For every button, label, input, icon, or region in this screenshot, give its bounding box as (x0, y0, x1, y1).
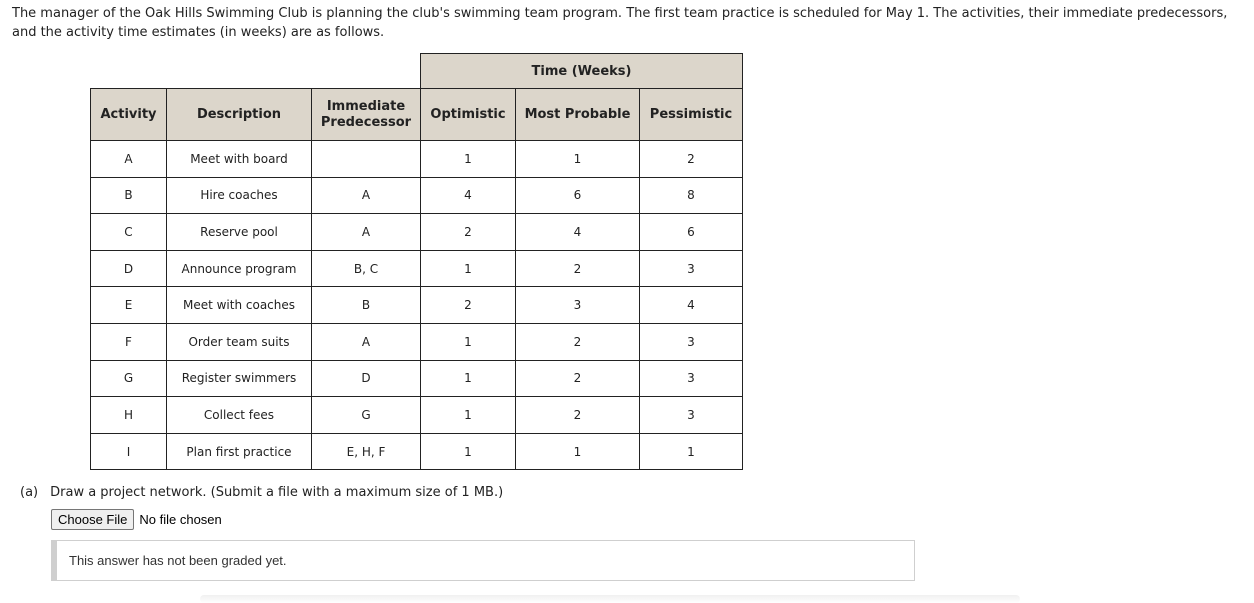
table-row (91, 250, 743, 287)
predecessor-cell: G (312, 397, 421, 434)
most-probable-cell: 2 (516, 397, 640, 434)
table-row (91, 214, 743, 251)
predecessor-cell: B, C (312, 250, 421, 287)
predecessor-cell: A (312, 177, 421, 214)
description-cell: Announce program (167, 250, 312, 287)
optimistic-cell: 1 (421, 323, 516, 360)
question-a (20, 485, 503, 500)
pessimistic-cell: 3 (640, 397, 743, 434)
most-probable-cell: 2 (516, 250, 640, 287)
description-header: Description (167, 89, 312, 141)
activity-cell: C (91, 214, 167, 251)
table-row (91, 323, 743, 360)
table-row (91, 177, 743, 214)
table-row (91, 433, 743, 470)
most-probable-cell: 1 (516, 141, 640, 178)
activity-cell: A (91, 141, 167, 178)
most-probable-cell: 1 (516, 433, 640, 470)
description-cell: Order team suits (167, 323, 312, 360)
optimistic-cell: 2 (421, 287, 516, 324)
pessimistic-cell: 3 (640, 360, 743, 397)
predecessor-cell (312, 141, 421, 178)
table-row (91, 397, 743, 434)
description-cell: Meet with board (167, 141, 312, 178)
file-upload (51, 509, 222, 530)
description-cell: Hire coaches (167, 177, 312, 214)
optimistic-header: Optimistic (421, 89, 516, 141)
bottom-panel-shadow (200, 595, 1020, 603)
activity-cell: H (91, 397, 167, 434)
choose-file-button[interactable]: Choose File (51, 509, 134, 530)
problem-statement: The manager of the Oak Hills Swimming Club is planning the club's swimming team program. The first team practice is scheduled for May 1. The activities, their immediate predecessors, and the activity time estimates (in weeks) are as follows. (12, 6, 1228, 40)
optimistic-cell: 1 (421, 433, 516, 470)
predecessor-cell: D (312, 360, 421, 397)
grade-status-box (51, 540, 915, 581)
pessimistic-cell: 3 (640, 250, 743, 287)
predecessor-cell: A (312, 214, 421, 251)
optimistic-cell: 2 (421, 214, 516, 251)
activity-cell: B (91, 177, 167, 214)
column-header-row (91, 89, 743, 141)
activity-table (90, 53, 743, 470)
activity-cell: I (91, 433, 167, 470)
optimistic-cell: 1 (421, 397, 516, 434)
most-probable-cell: 2 (516, 323, 640, 360)
activity-cell: G (91, 360, 167, 397)
activity-cell: D (91, 250, 167, 287)
optimistic-cell: 1 (421, 250, 516, 287)
pessimistic-cell: 2 (640, 141, 743, 178)
predecessor-cell: A (312, 323, 421, 360)
pessimistic-cell: 6 (640, 214, 743, 251)
blank-header-cell (91, 54, 421, 89)
pessimistic-cell: 4 (640, 287, 743, 324)
predecessor-cell: B (312, 287, 421, 324)
pessimistic-cell: 3 (640, 323, 743, 360)
time-header-row (91, 54, 743, 89)
optimistic-cell: 1 (421, 141, 516, 178)
description-cell: Plan first practice (167, 433, 312, 470)
most-probable-cell: 3 (516, 287, 640, 324)
activity-header: Activity (91, 89, 167, 141)
time-weeks-header: Time (Weeks) (421, 54, 743, 89)
optimistic-cell: 4 (421, 177, 516, 214)
question-text: Draw a project network. (Submit a file with a maximum size of 1 MB.) (50, 485, 504, 500)
predecessor-header: Immediate Predecessor (312, 89, 421, 141)
description-cell: Meet with coaches (167, 287, 312, 324)
activity-cell: E (91, 287, 167, 324)
description-cell: Register swimmers (167, 360, 312, 397)
question-part-label: (a) (20, 485, 39, 500)
file-status-text: No file chosen (139, 512, 222, 527)
pessimistic-header: Pessimistic (640, 89, 743, 141)
optimistic-cell: 1 (421, 360, 516, 397)
description-cell: Reserve pool (167, 214, 312, 251)
most-probable-header: Most Probable (516, 89, 640, 141)
predecessor-cell: E, H, F (312, 433, 421, 470)
activity-cell: F (91, 323, 167, 360)
grade-status-text: This answer has not been graded yet. (69, 553, 287, 568)
most-probable-cell: 2 (516, 360, 640, 397)
most-probable-cell: 4 (516, 214, 640, 251)
most-probable-cell: 6 (516, 177, 640, 214)
description-cell: Collect fees (167, 397, 312, 434)
table-row (91, 141, 743, 178)
pessimistic-cell: 8 (640, 177, 743, 214)
table-row (91, 360, 743, 397)
pessimistic-cell: 1 (640, 433, 743, 470)
table-row (91, 287, 743, 324)
